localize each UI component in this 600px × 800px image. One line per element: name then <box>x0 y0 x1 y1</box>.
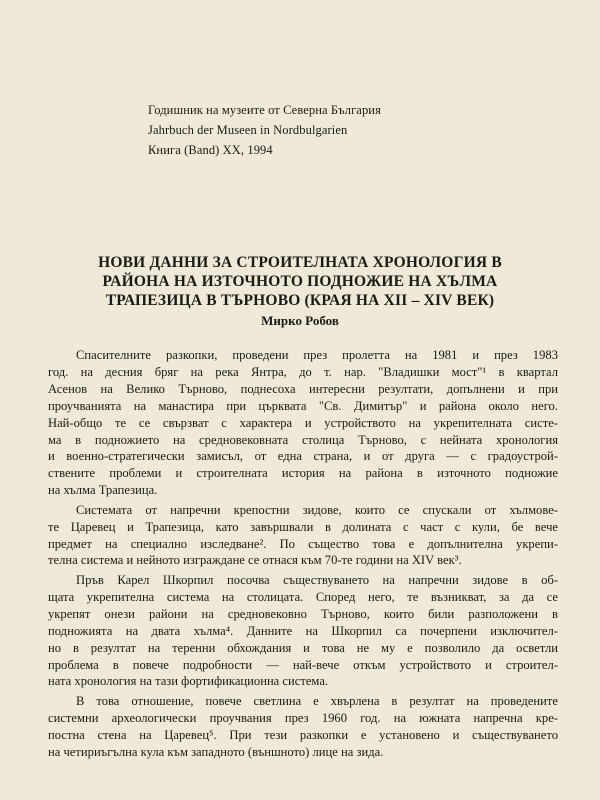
paragraph-line: Най-общо те се свързват с характера и устройството на укрепителната систе- <box>48 415 558 430</box>
paragraph-line: проблема в повече подробности — най-вече откъм устройството и строител- <box>48 657 558 672</box>
journal-title-de: Jahrbuch der Museen in Nordbulgarien <box>148 123 348 137</box>
paragraph-line: год. на десния бряг на река Янтра, до т. нар. "Владишки мост"¹ в квартал <box>48 364 558 379</box>
paragraph-line: Асенов на Велико Търново, поднесоха интересни резултати, допълнени и при <box>48 381 558 396</box>
title-line-3: ТРАПЕЗИЦА В ТЪРНОВО (КРАЯ НА XII – XIV ВЕК) <box>105 292 495 309</box>
paragraph-line: ма в подножието на средновековната столица Търново, с нейната хронология <box>48 432 558 447</box>
paragraph-line: ствените проблеми и строителната история на района в източното подножие <box>48 466 558 481</box>
title-line-1: НОВИ ДАННИ ЗА СТРОИТЕЛНАТА ХРОНОЛОГИЯ В <box>98 254 502 271</box>
paragraph-line: Спасителните разкопки, проведени през пролетта на 1981 и през 1983 <box>76 348 558 362</box>
paragraph <box>48 572 558 690</box>
paragraph-line: Системата от напречни крепостни зидове, които се спускали от хълмове- <box>76 502 558 517</box>
title-line-2: РАЙОНА НА ИЗТОЧНОТО ПОДНОЖИЕ НА ХЪЛМА <box>102 273 498 290</box>
paragraph <box>48 347 558 499</box>
author-name: Мирко Робов <box>261 313 339 328</box>
paragraph-line: телна система и нейното изграждане се отнася към 70-те години на XIV век³. <box>48 553 462 568</box>
paragraph-line: постна стена на Царевец⁵. При тези разкопки е установено и съществуването <box>48 727 558 742</box>
paragraph-line: щата укрепителна система на столицата. Според него, те възникват, за да се <box>48 589 558 604</box>
paragraph-line: укрепят онези райони на средновековно Търново, които били разположени в <box>48 606 558 621</box>
paragraph-line: и военно-стратегически замисъл, от една страна, и от друга — с градоустрой- <box>48 449 558 464</box>
paragraph-line: но в резултат на теренни обхождания и това не му е позволило да осветли <box>48 640 558 655</box>
paragraph-line: предмет на специално изследване². По същество това е допълнителна укрепи- <box>48 536 558 551</box>
paragraph-line: на хълма Трапезица. <box>48 483 158 498</box>
paragraph-line: подножията на двата хълма⁴. Данните на Шкорпил са почерпени изключител- <box>48 623 558 638</box>
paragraph-line: Пръв Карел Шкорпил посочва съществуването на напречни зидове в об- <box>76 572 558 587</box>
paragraph-line: те Царевец и Трапезица, като завършвали в долината с част с кули, бе вече <box>48 519 558 534</box>
paragraph-line: В това отношение, повече светлина е хвърлена в резултат на проведените <box>76 693 558 708</box>
journal-volume: Книга (Band) XX, 1994 <box>148 143 273 157</box>
article-title <box>40 253 560 310</box>
paragraph-line: проучванията на манастира при църквата "Св. Димитър" и района около него. <box>48 398 558 413</box>
paragraph-line: на четириъгълна кула към западното (външното) лице на зида. <box>48 744 384 759</box>
journal-header <box>148 100 381 160</box>
paragraph-line: ната хронология на тази фортификационна система. <box>48 674 329 689</box>
paragraph-line: системни археологически проучвания през 1960 год. на южната напречна кре- <box>48 710 558 725</box>
article-body <box>48 347 558 763</box>
paragraph <box>48 502 558 570</box>
paragraph <box>48 693 558 761</box>
journal-title-bg: Годишник на музеите от Северна България <box>148 103 381 117</box>
